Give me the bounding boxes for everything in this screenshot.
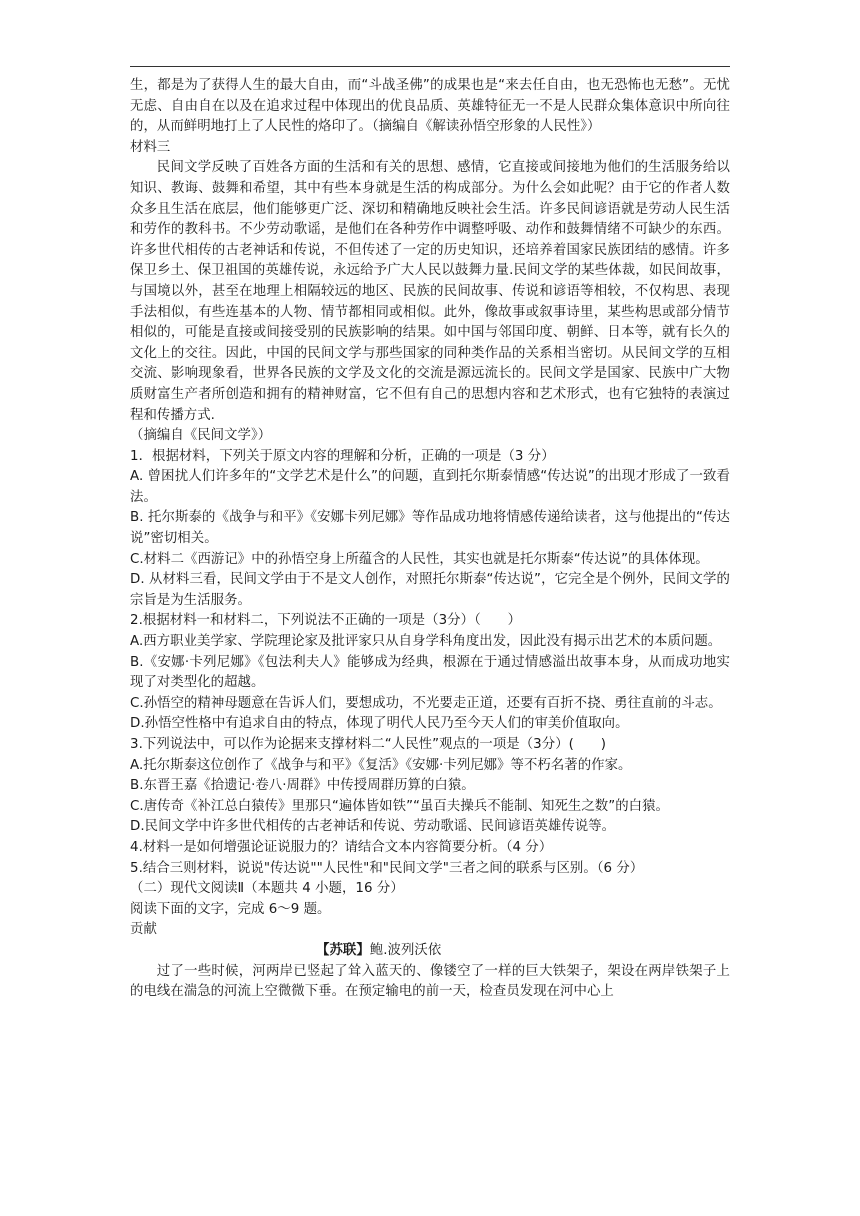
question-2-option-b: B.《安娜·卡列尼娜》《包法利夫人》能够成为经典，根源在于通过情感溢出故事本身，从而成功地实现了对类型化的超越。 <box>130 654 730 691</box>
question-1-option-d: D. 从材料三看，民间文学由于不是文人创作，对照托尔斯泰“传达说”，它完全是个例外，民间文学的宗旨是为生活服务。 <box>130 572 730 608</box>
section-two-heading: （二）现代文阅读Ⅱ（本题共 4 小题，16 分） <box>130 881 404 897</box>
header-rule <box>130 66 730 67</box>
story-author-tag: 【苏联】 <box>316 942 370 958</box>
question-2-option-a: A.西方职业美学家、学院理论家及批评家只从自身学科角度出发，因此没有揭示出艺术的本质问题。 <box>130 634 722 650</box>
question-1-option-a: A. 曾困扰人们许多年的“文学艺术是什么”的问题，直到托尔斯泰情感“传达说”的出现才形成了一致看法。 <box>130 469 730 505</box>
question-2-option-c: C.孙悟空的精神母题意在告诉人们，要想成功，不光要走正道，还要有百折不挠、勇往直前的斗志。 <box>130 695 722 711</box>
question-1-option-b: B. 托尔斯泰的《战争与和平》《安娜卡列尼娜》等作品成功地将情感传递给读者，这与他提出的“传达说”密切相关。 <box>130 510 730 547</box>
question-3-option-d: D.民间文学中许多世代相传的古老神话和传说、劳动歌谣、民间谚语英雄传说等。 <box>130 819 616 835</box>
material-three-source: （摘编自《民间文学》） <box>130 428 272 444</box>
question-4: 4.材料一是如何增强论证说服力的？请结合文本内容简要分析。（4 分） <box>130 839 553 855</box>
question-2-option-d: D.孙悟空性格中有追求自由的特点，体现了明代人民乃至今天人们的审美价值取向。 <box>130 716 629 732</box>
paragraph-continuation: 生，都是为了获得人生的最大自由，而“斗战圣佛”的成果也是“来去任自由，也无恐怖也无愁”。无忧无虑、自由自在以及在追求过程中体现出的优良品质、英雄特征无一不是人民群众集体意识中所向往的，从而鲜明地打上了人民性的烙印了。（摘编自《解读孙悟空形象的人民性》） <box>130 78 730 135</box>
story-paragraph: 过了一些时候，河两岸已竖起了耸入蓝天的、像镂空了一样的巨大铁架子，架设在两岸铁架子上的电线在湍急的河流上空微微下垂。在预定输电的前一天，检查员发现在河中心上 <box>130 963 730 1000</box>
question-2: 2.根据材料一和材料二，下列说法不正确的一项是（3分）（ ） <box>130 613 522 629</box>
question-5: 5.结合三则材料，说说"传达说""人民性"和"民间文学"三者之间的联系与区别。（6 分） <box>130 860 644 876</box>
story-author: 鲍.波列沃依 <box>369 942 442 958</box>
question-1-option-c: C.材料二《西游记》中的孙悟空身上所蕴含的人民性，其实也就是托尔斯泰“传达说”的具体体现。 <box>130 551 709 567</box>
story-title: 贡献 <box>130 922 157 938</box>
material-three-body: 民间文学反映了百姓各方面的生活和有关的思想、感情，它直接或间接地为他们的生活服务给以知识、教诲、鼓舞和希望，其中有些本身就是生活的构成部分。为什么会如此呢？由于它的作者人数众多且生活在底层，他们能够更广泛、深切和精确地反映社会生活。许多民间谚语就是劳动人民生活和劳作的教科书。不少劳动歌谣，是他们在各种劳作中调整呼吸、动作和鼓舞情绪不可缺少的东西。许多世代相传的古老神话和传说，不但传述了一定的历史知识，还培养着国家民族团结的感情。许多保卫乡土、保卫祖国的英雄传说，永远给予广大人民以鼓舞力量.民间文学的某些体裁，如民间故事，与国境以外，甚至在地理上相隔较远的地区、民族的民间故事、传说和谚语等相较，不仅构思、表现手法相似，有些连基本的人物、情节都相同或相似。此外，像故事或叙事诗里，某些构思或部分情节相似的，可能是直接或间接受别的民族影响的结果。如中国与邻国印度、朝鲜、日本等，就有长久的文化上的交往。因此，中国的民间文学与那些国家的同种类作品的关系相当密切。从民间文学的互相交流、影响现象看，世界各民族的文学及文化的交流是源远流长的。民间文学是国家、民族中广大物质财富生产者所创造和拥有的精神财富，它不但有自己的思想内容和艺术形式，也有它独特的表演过程和传播方式. <box>130 160 730 423</box>
material-three-heading: 材料三 <box>130 139 171 155</box>
story-author-line <box>130 941 730 962</box>
question-3-option-a: A.托尔斯泰这位创作了《战争与和平》《复活》《安娜·卡列尼娜》等不朽名著的作家。 <box>130 757 632 773</box>
question-3: 3.下列说法中，可以作为论据来支撑材料二“人民性”观点的一项是（3分）( ) <box>130 737 607 752</box>
question-3-option-c: C.唐传奇《补江总白猿传》里那只“遍体皆如铁”“虽百夫操兵不能制、知死生之数”的白猿。 <box>130 798 669 814</box>
question-1: 1．根据材料，下列关于原文内容的理解和分析，正确的一项是（3 分） <box>130 448 555 464</box>
document-body <box>130 76 730 1003</box>
reading-instruction: 阅读下面的文字，完成 6～9 题。 <box>130 901 331 917</box>
question-3-option-b: B.东晋王嘉《拾遗记·卷八·周群》中传授周群历算的白猿。 <box>130 778 475 794</box>
